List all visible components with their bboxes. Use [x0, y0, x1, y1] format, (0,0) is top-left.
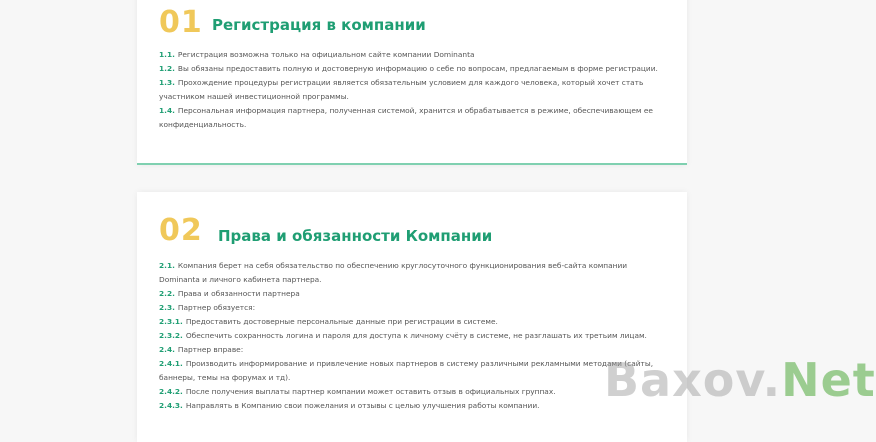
watermark [604, 353, 876, 407]
item-index: 2.4. [159, 345, 175, 354]
list-item [159, 259, 669, 287]
item-index: 2.4.1. [159, 359, 183, 368]
item-index: 2.4.3. [159, 401, 183, 410]
item-text: Права и обязанности партнера [177, 289, 300, 298]
item-index: 1.4. [159, 106, 175, 115]
item-text: Направлять в Компанию свои пожелания и отзывы с целью улучшения работы компании. [185, 401, 540, 410]
item-index: 1.3. [159, 78, 175, 87]
list-item [159, 301, 669, 315]
section-title: Регистрация в компании [212, 16, 426, 34]
list-item [159, 343, 669, 357]
item-text: Персональная информация партнера, полученная системой, хранится и обрабатывается в режиме, обеспечивающем ее конфиденциальность. [159, 106, 653, 129]
list-item [159, 329, 669, 343]
item-text: Партнер вправе: [177, 345, 244, 354]
item-text: Предоставить достоверные персональные данные при регистрации в системе. [185, 317, 498, 326]
item-text: Производить информирование и привлечение новых партнеров в систему различными рекламными методами (сайты, баннеры, темы на форумах и тд). [159, 359, 654, 382]
list-item [159, 315, 669, 329]
item-text: Обеспечить сохранность логина и пароля для доступа к личному счёту в системе, не разглашать их третьим лицам. [185, 331, 647, 340]
item-index: 1.2. [159, 64, 175, 73]
section-items [159, 259, 669, 413]
item-index: 2.3. [159, 303, 175, 312]
watermark-part1: Baxov. [604, 353, 782, 407]
list-item [159, 62, 669, 76]
list-item [159, 399, 669, 413]
item-index: 2.4.2. [159, 387, 183, 396]
list-item [159, 48, 669, 62]
section-title: Права и обязанности Компании [218, 227, 493, 245]
list-item [159, 76, 669, 104]
item-text: Компания берет на себя обязательство по обеспечению круглосуточного функционирования веб-сайта компании Dominanta и личного кабинета партнера. [159, 261, 628, 284]
item-text: Регистрация возможна только на официальном сайте компании Dominanta [177, 50, 475, 59]
item-text: После получения выплаты партнер компании может оставить отзыв в официальных группах. [185, 387, 556, 396]
section-number: 01 [159, 5, 203, 40]
item-index: 2.1. [159, 261, 175, 270]
item-index: 2.2. [159, 289, 175, 298]
section-number: 02 [159, 213, 203, 248]
item-text: Прохождение процедуры регистрации является обязательным условием для каждого человека, который хочет стать участником нашей инвестиционной программы. [159, 78, 644, 101]
section-items [159, 48, 669, 132]
watermark-part2: Net [781, 353, 876, 407]
item-index: 2.3.1. [159, 317, 183, 326]
item-text: Партнер обязуется: [177, 303, 256, 312]
list-item [159, 357, 669, 385]
item-index: 1.1. [159, 50, 175, 59]
list-item [159, 104, 669, 132]
list-item [159, 385, 669, 399]
section-card-registration [137, 0, 687, 165]
item-index: 2.3.2. [159, 331, 183, 340]
list-item [159, 287, 669, 301]
item-text: Вы обязаны предоставить полную и достоверную информацию о себе по вопросам, предлагаемым в форме регистрации. [177, 64, 658, 73]
